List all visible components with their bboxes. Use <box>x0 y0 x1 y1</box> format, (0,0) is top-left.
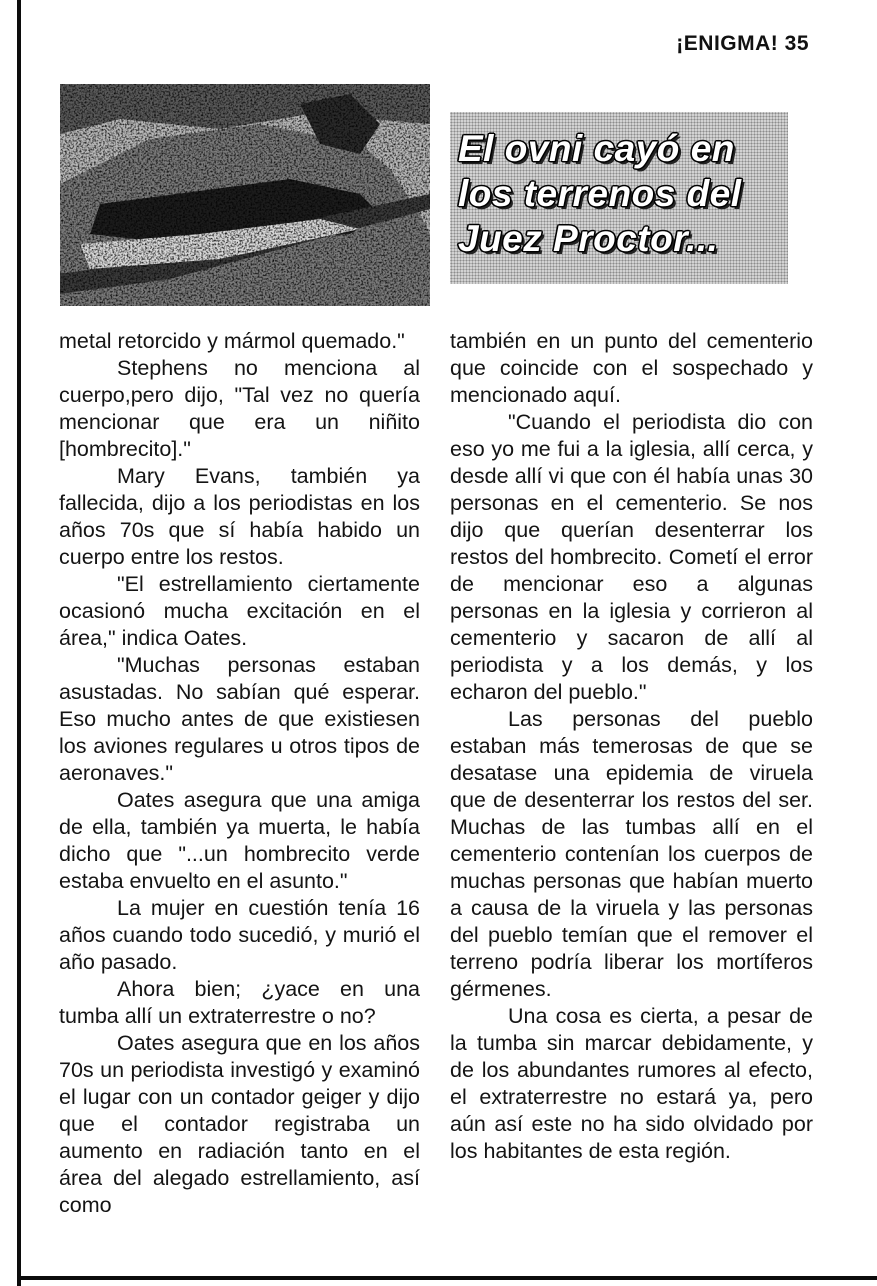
page-border-left <box>17 0 21 1286</box>
paragraph: La mujer en cuestión tenía 16 años cuando todo sucedió, y murió el año pasado. <box>59 896 420 974</box>
paragraph: Ahora bien; ¿yace en una tumba allí un extraterrestre o no? <box>59 977 420 1028</box>
headline-line: los terrenos del <box>458 173 742 214</box>
headline <box>458 126 788 261</box>
paragraph: también en un punto del cementerio que coincide con el sospechado y mencionado aquí. <box>450 329 813 407</box>
paragraph: Mary Evans, también ya fallecida, dijo a los periodistas en los años 70s que sí había habido un cuerpo entre los restos. <box>59 464 420 569</box>
paragraph: "Cuando el periodista dio con eso yo me fui a la iglesia, allí cerca, y desde allí vi que con él había unas 30 personas en el cementerio. Se nos dijo que querían desenterrar los restos del hombrecito. Cometí el error de mencionar eso a algunas personas en la iglesia y corrieron al cementerio y sacaron de allí al periodista y a los demás, y los echaron del pueblo." <box>450 410 813 704</box>
crash-site-photo <box>60 84 430 306</box>
paragraph: Las personas del pueblo estaban más temerosas de que se desatase una epidemia de viruela que de desenterrar los restos del ser. Muchas de las tumbas allí en el cementerio contenían los cuerpos de muchas personas que habían muerto a causa de la viruela y las personas del pueblo temían que el remover el terreno podría liberar los mortíferos gérmenes. <box>450 707 813 1001</box>
paragraph: metal retorcido y mármol quemado." <box>59 329 405 353</box>
headline-line: Juez Proctor... <box>458 218 719 259</box>
paragraph: "El estrellamiento ciertamente ocasionó mucha excitación en el área," indica Oates. <box>59 572 420 650</box>
photo-image-icon <box>60 84 430 306</box>
left-column <box>59 328 420 1219</box>
right-column <box>450 328 813 1165</box>
paragraph: "Muchas personas estaban asustadas. No sabían qué esperar. Eso mucho antes de que existiesen los aviones regulares u otros tipos de aeronaves." <box>59 653 420 785</box>
headline-box <box>450 112 788 284</box>
page-header <box>676 32 809 56</box>
headline-line: El ovni cayó en <box>458 128 735 169</box>
paragraph: Oates asegura que en los años 70s un periodista investigó y examinó el lugar con un contador geiger y dijo que el contador registraba un aumento en radiación tanto en el área del alegado estrellamiento, así como <box>59 1031 420 1217</box>
paragraph: Stephens no menciona al cuerpo,pero dijo, "Tal vez no quería mencionar que era un niñito [hombrecito]." <box>59 356 420 461</box>
magazine-name: ¡ENIGMA! <box>676 32 779 55</box>
page-border-bottom <box>17 1276 877 1280</box>
paragraph: Una cosa es cierta, a pesar de la tumba sin marcar debidamente, y de los abundantes rumores al efecto, el extraterrestre no estará ya, pero aún así este no ha sido olvidado por los habitantes de esta región. <box>450 1004 813 1163</box>
page-number: 35 <box>784 32 809 55</box>
paragraph: Oates asegura que una amiga de ella, también ya muerta, le había dicho que "...un hombrecito verde estaba envuelto en el asunto." <box>59 788 420 893</box>
